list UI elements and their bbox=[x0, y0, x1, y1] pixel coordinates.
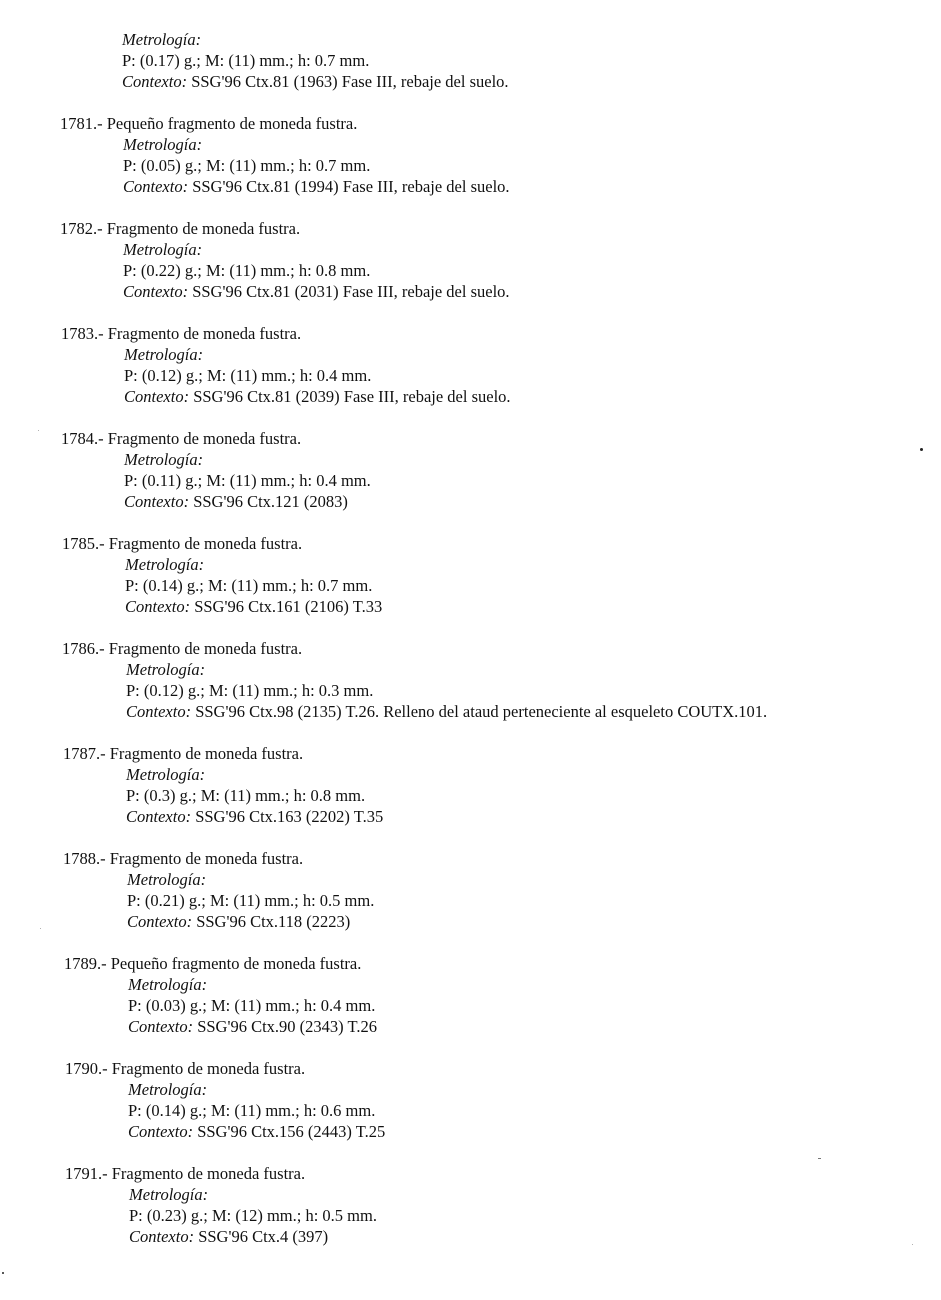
entry-measure: P: (0.12) g.; M: (11) mm.; h: 0.3 mm. bbox=[126, 681, 374, 700]
entry-context bbox=[128, 1121, 385, 1142]
entry-context bbox=[126, 806, 383, 827]
entry-measure: P: (0.14) g.; M: (11) mm.; h: 0.7 mm. bbox=[125, 576, 373, 595]
metrologia-label: Metrología: bbox=[125, 555, 205, 574]
contexto-label: Contexto: bbox=[126, 807, 192, 826]
entry-title: 1783.- Fragmento de moneda fustra. bbox=[61, 324, 302, 343]
entry-context bbox=[125, 596, 382, 617]
contexto-label: Contexto: bbox=[127, 912, 193, 931]
entry-measure: P: (0.22) g.; M: (11) mm.; h: 0.8 mm. bbox=[123, 261, 371, 280]
contexto-text: SSG'96 Ctx.4 (397) bbox=[198, 1227, 329, 1246]
entry-context bbox=[126, 701, 767, 722]
contexto-label: Contexto: bbox=[125, 597, 191, 616]
contexto-label: Contexto: bbox=[123, 282, 189, 301]
contexto-text: SSG'96 Ctx.81 (1963) Fase III, rebaje del suelo. bbox=[191, 72, 509, 91]
entry-title: 1784.- Fragmento de moneda fustra. bbox=[61, 429, 302, 448]
contexto-text: SSG'96 Ctx.118 (2223) bbox=[196, 912, 351, 931]
entry-measure: P: (0.03) g.; M: (11) mm.; h: 0.4 mm. bbox=[128, 996, 376, 1015]
metrologia-label: Metrología: bbox=[128, 1080, 208, 1099]
metrologia-label: Metrología: bbox=[127, 870, 207, 889]
entry-measure: P: (0.14) g.; M: (11) mm.; h: 0.6 mm. bbox=[128, 1101, 376, 1120]
entry-measure: P: (0.05) g.; M: (11) mm.; h: 0.7 mm. bbox=[123, 156, 371, 175]
scan-speck bbox=[912, 1244, 913, 1245]
contexto-text: SSG'96 Ctx.98 (2135) T.26. Relleno del ataud perteneciente al esqueleto COUTX.101. bbox=[195, 702, 768, 721]
scan-speck bbox=[40, 928, 41, 929]
entry-context bbox=[128, 1016, 377, 1037]
contexto-text: SSG'96 Ctx.81 (2031) Fase III, rebaje del suelo. bbox=[192, 282, 510, 301]
metrologia-label: Metrología: bbox=[123, 135, 203, 154]
metrologia-label: Metrología: bbox=[126, 660, 206, 679]
contexto-text: SSG'96 Ctx.163 (2202) T.35 bbox=[195, 807, 384, 826]
metrologia-label: Metrología: bbox=[123, 240, 203, 259]
entry-context bbox=[129, 1226, 328, 1247]
contexto-label: Contexto: bbox=[124, 387, 190, 406]
contexto-label: Contexto: bbox=[122, 72, 188, 91]
contexto-text: SSG'96 Ctx.81 (1994) Fase III, rebaje del suelo. bbox=[192, 177, 510, 196]
entry-context bbox=[123, 176, 510, 197]
entry-measure: P: (0.12) g.; M: (11) mm.; h: 0.4 mm. bbox=[124, 366, 372, 385]
contexto-label: Contexto: bbox=[129, 1227, 195, 1246]
entry-title: 1789.- Pequeño fragmento de moneda fustra. bbox=[64, 954, 362, 973]
contexto-text: SSG'96 Ctx.81 (2039) Fase III, rebaje del suelo. bbox=[193, 387, 511, 406]
entry-context bbox=[124, 386, 511, 407]
contexto-label: Contexto: bbox=[128, 1122, 194, 1141]
entry-measure: P: (0.11) g.; M: (11) mm.; h: 0.4 mm. bbox=[124, 471, 371, 490]
metrologia-label: Metrología: bbox=[122, 30, 202, 49]
entry-title: 1786.- Fragmento de moneda fustra. bbox=[62, 639, 303, 658]
scan-speck bbox=[920, 448, 923, 451]
contexto-label: Contexto: bbox=[123, 177, 189, 196]
entry-title: 1781.- Pequeño fragmento de moneda fustra. bbox=[60, 114, 358, 133]
entry-measure: P: (0.21) g.; M: (11) mm.; h: 0.5 mm. bbox=[127, 891, 375, 910]
entry-title: 1787.- Fragmento de moneda fustra. bbox=[63, 744, 304, 763]
entry-title: 1790.- Fragmento de moneda fustra. bbox=[65, 1059, 306, 1078]
contexto-text: SSG'96 Ctx.121 (2083) bbox=[193, 492, 348, 511]
entry-measure: P: (0.17) g.; M: (11) mm.; h: 0.7 mm. bbox=[122, 51, 370, 70]
entry-title: 1788.- Fragmento de moneda fustra. bbox=[63, 849, 304, 868]
entry-context bbox=[127, 911, 350, 932]
metrologia-label: Metrología: bbox=[129, 1185, 209, 1204]
scan-speck bbox=[2, 1272, 4, 1274]
entry-title: 1785.- Fragmento de moneda fustra. bbox=[62, 534, 303, 553]
entry-context bbox=[122, 71, 509, 92]
entry-title: 1791.- Fragmento de moneda fustra. bbox=[65, 1164, 306, 1183]
scan-speck bbox=[818, 1158, 821, 1159]
contexto-text: SSG'96 Ctx.156 (2443) T.25 bbox=[197, 1122, 386, 1141]
contexto-label: Contexto: bbox=[124, 492, 190, 511]
metrologia-label: Metrología: bbox=[126, 765, 206, 784]
metrologia-label: Metrología: bbox=[128, 975, 208, 994]
entry-title: 1782.- Fragmento de moneda fustra. bbox=[60, 219, 301, 238]
entry-context bbox=[124, 491, 348, 512]
entry-measure: P: (0.3) g.; M: (11) mm.; h: 0.8 mm. bbox=[126, 786, 366, 805]
contexto-label: Contexto: bbox=[128, 1017, 194, 1036]
entry-measure: P: (0.23) g.; M: (12) mm.; h: 0.5 mm. bbox=[129, 1206, 377, 1225]
metrologia-label: Metrología: bbox=[124, 345, 204, 364]
metrologia-label: Metrología: bbox=[124, 450, 204, 469]
contexto-text: SSG'96 Ctx.90 (2343) T.26 bbox=[197, 1017, 377, 1036]
contexto-text: SSG'96 Ctx.161 (2106) T.33 bbox=[194, 597, 383, 616]
scan-speck bbox=[38, 430, 39, 431]
entry-context bbox=[123, 281, 510, 302]
contexto-label: Contexto: bbox=[126, 702, 192, 721]
